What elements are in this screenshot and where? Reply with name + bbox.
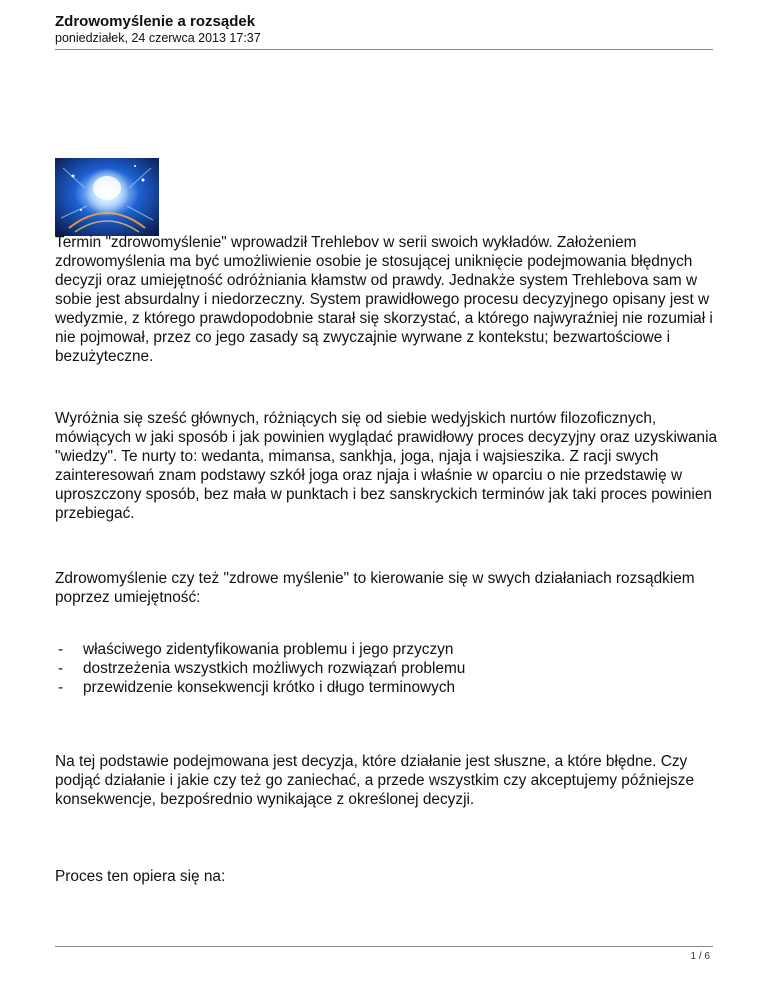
paragraph-decision: Na tej podstawie podejmowana jest decyzja, które działanie jest słuszne, a które błędne. Czy podjąć działanie i jakie czy też go zaniechać, a przede wszystkim czy akceptujemy późniejsze konsekwencje, bezpośrednio wynikające z określonej decyzji. — [55, 753, 695, 808]
list-bullet: - — [58, 660, 64, 677]
paragraph-intro: Termin "zdrowomyślenie" wprowadził Trehlebov w serii swoich wykładów. Założeniem zdrowomyślenia ma być umożliwienie osobie je stosującej uniknięcie podejmowania błędnych decyzji oraz umiejętność odróżniania kłamstw od prawdy. Jednakże system Trehlebova sam w sobie jest absurdalny i niedorzeczny. System prawidłowego procesu decyzyjnego opisany jest w wedyzmie, z którego prawdopodobnie starał się skorzystać, a którego najwyraźniej nie rozumiał i nie pojmował, przez co jego zasady są zwyczajnie wyrwane z kontekstu; bezwartościowe i bezużyteczne. — [55, 234, 713, 365]
skills-list — [58, 640, 465, 697]
paragraph-vedic-schools: Wyróżnia się sześć głównych, różniących się od siebie wedyjskich nurtów filozoficznych, mówiących w jaki sposób i jak powinien wyglądać prawidłowy proces decyzyjny oraz uzyskiwania "wiedzy". Te nurty to: wedanta, mimansa, sankhja, joga, njaja i wajsieszika. Z racji swych zainteresowań znam podstawy szkół joga oraz njaja i właśnie w oparciu o nie przedstawię w uproszczony sposób, bez mała w punktach i bez sanskryckich terminów jak taki proces powinien przebiegać. — [55, 410, 718, 522]
paragraph-definition: Zdrowomyślenie czy też "zdrowe myślenie" to kierowanie się w swych działaniach rozsądkiem poprzez umiejętność: — [55, 570, 695, 606]
list-bullet: - — [58, 641, 64, 658]
paragraph-process: Proces ten opiera się na: — [55, 868, 226, 885]
list-item — [58, 659, 465, 678]
list-item-text: właściwego zidentyfikowania problemu i jego przyczyn — [83, 641, 454, 658]
header-date: poniedziałek, 24 czerwca 2013 17:37 — [55, 31, 261, 45]
illustration — [55, 158, 159, 236]
list-item-text: dostrzeżenia wszystkich możliwych rozwiązań problemu — [83, 660, 466, 677]
header-rule — [55, 49, 713, 50]
header-title: Zdrowomyślenie a rozsądek — [55, 13, 256, 30]
page-number: 1 / 6 — [690, 951, 710, 962]
list-item — [58, 678, 465, 697]
list-bullet: - — [58, 679, 64, 696]
list-item-text: przewidzenie konsekwencji krótko i długo terminowych — [83, 679, 456, 696]
footer-rule — [55, 946, 713, 947]
glowing-brain-head-icon — [55, 158, 159, 236]
list-item — [58, 640, 465, 659]
